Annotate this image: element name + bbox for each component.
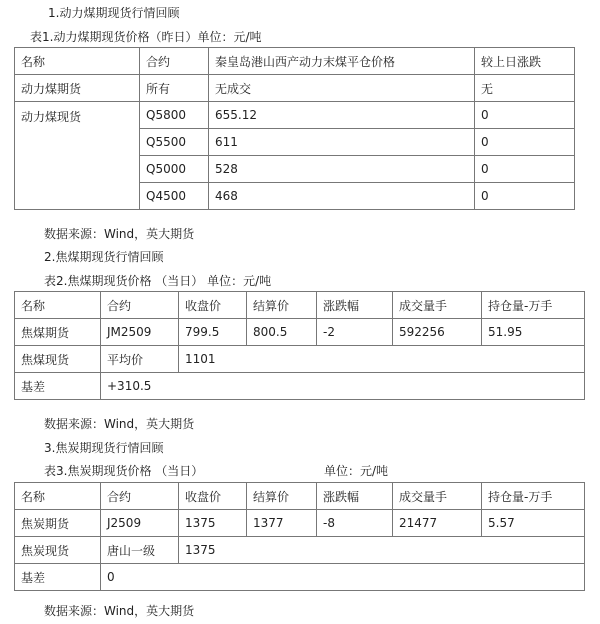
table-row [15,373,585,400]
table-cell: Q5800 [140,102,209,129]
table-cell: 动力煤现货 [15,102,140,210]
table-header-row [15,483,585,510]
table-row [15,102,575,129]
table-cell: 焦煤期货 [15,319,101,346]
table-cell: 0 [475,183,575,210]
table-row [15,537,585,564]
table-cell: JM2509 [101,319,179,346]
table-cell: 1375 [179,510,247,537]
table1-source: 数据来源：Wind，英大期货 [44,227,195,241]
header-cell: 秦皇岛港山西产动力末煤平仓价格 [209,48,475,75]
table-cell: 5.57 [482,510,585,537]
table-cell: 592256 [393,319,482,346]
table-cell: 动力煤期货 [15,75,140,102]
header-cell: 合约 [101,483,179,510]
header-cell: 涨跌幅 [317,483,393,510]
table-cell: 平均价 [101,346,179,373]
header-cell: 结算价 [247,292,317,319]
header-cell: 持仓量-万手 [482,292,585,319]
table1-caption: 表1.动力煤期现货价格（昨日）单位：元/吨 [30,30,262,44]
table-cell: 0 [475,102,575,129]
table-cell: Q4500 [140,183,209,210]
table-cell: 焦煤现货 [15,346,101,373]
table-row [15,319,585,346]
table-cell: -8 [317,510,393,537]
header-cell: 名称 [15,292,101,319]
table-cell: 21477 [393,510,482,537]
table-cell: 1377 [247,510,317,537]
table3-unit: 单位：元/吨 [324,464,389,478]
table-row [15,510,585,537]
section3-heading: 3.焦炭期现货行情回顾 [44,441,164,455]
header-cell: 成交量手 [393,292,482,319]
table-cell: 655.12 [209,102,475,129]
table2-caption: 表2.焦煤期现货价格 （当日） 单位：元/吨 [44,274,272,288]
header-cell: 持仓量-万手 [482,483,585,510]
table-cell: 无成交 [209,75,475,102]
header-cell: 收盘价 [179,292,247,319]
table-row [15,346,585,373]
table-cell: 所有 [140,75,209,102]
section1-heading: 1.动力煤期现货行情回顾 [48,6,180,20]
table-cell: 1375 [179,537,585,564]
table-row [15,564,585,591]
table3-source: 数据来源：Wind，英大期货 [44,604,195,618]
table-cell: 0 [475,156,575,183]
header-cell: 成交量手 [393,483,482,510]
table2-source: 数据来源：Wind，英大期货 [44,417,195,431]
table1-coal-price [14,47,575,210]
table-cell: J2509 [101,510,179,537]
header-cell: 涨跌幅 [317,292,393,319]
table-cell: -2 [317,319,393,346]
table-cell: 611 [209,129,475,156]
table-cell: 468 [209,183,475,210]
table-header-row [15,48,575,75]
table-cell: Q5500 [140,129,209,156]
table-cell: 800.5 [247,319,317,346]
table-cell: 799.5 [179,319,247,346]
table-cell: 1101 [179,346,585,373]
table-cell: 唐山一级 [101,537,179,564]
header-cell: 合约 [140,48,209,75]
header-cell: 名称 [15,48,140,75]
table-cell: 焦炭现货 [15,537,101,564]
table-cell: 0 [475,129,575,156]
table2-coking-coal-price [14,291,585,400]
section2-heading: 2.焦煤期现货行情回顾 [44,250,164,264]
table-cell: 无 [475,75,575,102]
header-cell: 结算价 [247,483,317,510]
table-cell: 基差 [15,564,101,591]
table-header-row [15,292,585,319]
header-cell: 名称 [15,483,101,510]
table3-caption: 表3.焦炭期现货价格 （当日） [44,464,204,478]
table3-coke-price [14,482,585,591]
header-cell: 收盘价 [179,483,247,510]
table-cell: 0 [101,564,585,591]
table-cell: 51.95 [482,319,585,346]
table-row [15,75,575,102]
table-cell: Q5000 [140,156,209,183]
table-cell: 基差 [15,373,101,400]
header-cell: 较上日涨跌 [475,48,575,75]
table-cell: 焦炭期货 [15,510,101,537]
table-cell: 528 [209,156,475,183]
table-cell: +310.5 [101,373,585,400]
header-cell: 合约 [101,292,179,319]
